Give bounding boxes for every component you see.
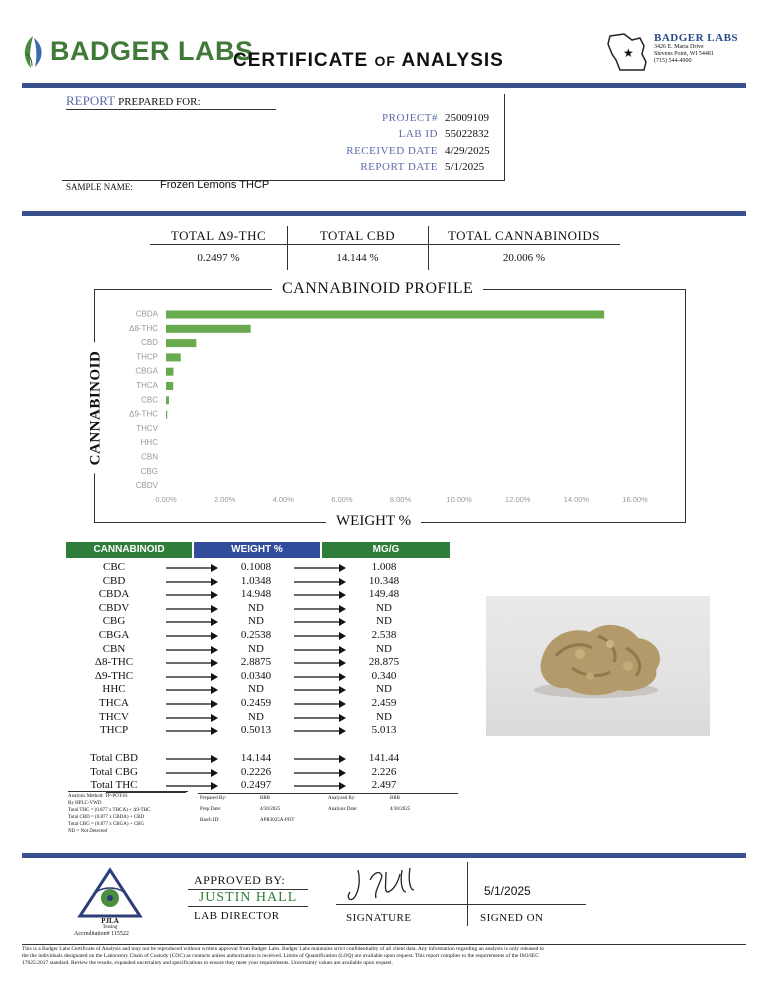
arrow-right-icon	[294, 685, 346, 695]
weight-percent: 0.2459	[240, 697, 272, 709]
footer-disclaimer	[22, 944, 746, 967]
arrow-right-icon	[166, 604, 218, 614]
category-label: CBN	[141, 452, 158, 462]
arrow-right-icon	[294, 726, 346, 736]
weight-percent: ND	[248, 642, 264, 655]
sample-name-label: SAMPLE NAME:	[66, 182, 133, 192]
arrow-right-icon	[294, 713, 346, 723]
arrow-right-icon	[294, 672, 346, 682]
cannabinoid-name: Total CBG	[90, 765, 138, 778]
method-line: Total THC = (0.877 x THCA) + Δ9-THC	[68, 808, 151, 813]
x-tick-label: 10.00%	[446, 495, 472, 504]
cannabinoid-profile-chart	[94, 296, 684, 516]
total-d9thc-value: 0.2497 %	[197, 252, 240, 264]
flower-bud-icon	[486, 596, 710, 736]
chart-xlabel: WEIGHT %	[326, 513, 421, 530]
bar-CBC	[166, 396, 169, 404]
arrow-right-icon	[294, 590, 346, 600]
lab-address	[654, 32, 738, 65]
accreditation-number: Accreditation# 115522	[74, 931, 129, 937]
weight-percent: ND	[248, 683, 264, 696]
category-label: Δ8-THC	[129, 323, 158, 333]
signed-on-date: 5/1/2025	[484, 884, 531, 898]
method-notes	[68, 791, 188, 835]
bar-Δ9-THC	[166, 411, 167, 419]
category-label: THCP	[136, 352, 158, 362]
arrow-right-icon	[166, 713, 218, 723]
arrow-right-icon	[166, 645, 218, 655]
x-tick-label: 6.00%	[331, 495, 353, 504]
category-label: Δ9-THC	[129, 409, 158, 419]
weight-percent: 1.0348	[240, 574, 272, 587]
x-tick-label: 8.00%	[389, 495, 412, 504]
mg-per-g: ND	[376, 615, 392, 628]
pjla-accreditation-icon	[72, 866, 148, 924]
weight-percent: ND	[248, 710, 264, 723]
cannabinoid-name: CBN	[102, 642, 126, 655]
method-line: Total CBD = (0.877 x CBDA) + CBD	[68, 815, 145, 820]
col-header-weight: WEIGHT %	[194, 542, 320, 558]
category-label: THCA	[136, 381, 158, 390]
x-tick-label: 12.00%	[505, 495, 531, 504]
batch-id-label: Batch ID:	[200, 818, 220, 823]
method-line: ND = Not Detected	[68, 829, 108, 834]
summary-hline	[150, 244, 620, 245]
mg-per-g: 5.013	[371, 724, 397, 737]
weight-percent: 2.8875	[240, 656, 272, 669]
weight-percent: 0.1008	[240, 561, 272, 573]
cannabinoid-name: Total CBD	[90, 752, 138, 764]
project-value: 25009109	[445, 112, 489, 124]
weight-percent: 0.2226	[240, 765, 272, 778]
col-header-cannabinoid: CANNABINOID	[66, 542, 192, 558]
address-line: 3426 E. Maria Drive	[654, 44, 704, 50]
arrow-right-icon	[166, 781, 218, 791]
chart-ylabel: CANNABINOID	[88, 343, 105, 474]
sample-photo	[486, 596, 710, 736]
report-date-label: REPORT DATE	[360, 161, 438, 173]
analyzed-by-value: BRB	[390, 796, 401, 801]
disclaimer-line: the the individuals designated on the Laboratory Chain of Custody (COC) as contacts unless authorization is received. Limits of Quantification (LOQ) are available upon request. This report complies to the requirements of the ISO/IEC	[22, 953, 539, 959]
weight-percent: ND	[248, 601, 264, 614]
leaf-logo-icon	[20, 34, 46, 70]
logo	[20, 34, 254, 70]
category-label: CBG	[140, 466, 158, 476]
mg-per-g: 10.348	[368, 574, 400, 587]
report-heading-small: PREPARED FOR:	[118, 96, 201, 108]
pjla-sub: Testing	[102, 925, 118, 930]
weight-percent: 14.144	[240, 752, 272, 764]
prep-date-label: Prep Date:	[200, 807, 222, 812]
header-divider	[22, 83, 746, 88]
table-row	[66, 615, 450, 629]
arrow-right-icon	[166, 726, 218, 736]
category-label: THCV	[136, 423, 158, 433]
table-row	[66, 683, 450, 697]
category-label: CBD	[141, 338, 158, 348]
cannabinoid-name: THCV	[99, 710, 129, 723]
cannabinoid-name: CBC	[102, 561, 125, 573]
analysis-date-value: 4/30/2025	[390, 807, 411, 812]
mg-per-g: ND	[376, 710, 392, 723]
mg-per-g: 141.44	[368, 752, 400, 764]
total-cannabinoids-value: 20.006 %	[502, 252, 546, 264]
arrow-right-icon	[294, 563, 346, 573]
bar-CBGA	[166, 368, 173, 376]
report-heading-big: REPORT	[66, 93, 115, 108]
table-row	[66, 656, 450, 670]
cannabinoid-name: THCP	[99, 724, 129, 737]
prepared-by-value: BRB	[260, 796, 271, 801]
arrow-right-icon	[294, 617, 346, 627]
arrow-right-icon	[294, 768, 346, 778]
batch-id-value: APR3025A-POT	[260, 818, 295, 823]
category-label: CBGA	[135, 366, 158, 376]
table-row	[66, 697, 450, 711]
x-tick-label: 2.00%	[213, 495, 236, 504]
method-line: Analysis Method: TP-POT-01	[68, 794, 129, 799]
totals-row	[66, 766, 450, 780]
table-row	[66, 711, 450, 725]
cannabinoid-name: Total THC	[90, 779, 138, 792]
arrow-right-icon	[294, 781, 346, 791]
table-row	[66, 724, 450, 738]
cannabinoid-name: CBGA	[98, 629, 130, 641]
address-line: (715) 544-4900	[654, 58, 692, 64]
report-heading	[66, 93, 276, 110]
table-row	[66, 561, 450, 575]
col-header-mgg: MG/G	[322, 542, 450, 558]
table-row	[66, 670, 450, 684]
total-cannabinoids-label: TOTAL CANNABINOIDS	[447, 228, 601, 243]
report-date-value: 5/1/2025	[445, 161, 485, 173]
category-label: HHC	[140, 438, 158, 448]
arrow-right-icon	[166, 658, 218, 668]
cannabinoid-name: CBG	[102, 615, 126, 628]
table-row	[66, 588, 450, 602]
mg-per-g: 149.48	[368, 588, 400, 601]
signature-label: SIGNATURE	[346, 912, 412, 924]
bar-THCP	[166, 353, 181, 361]
approver-role: LAB DIRECTOR	[194, 910, 280, 922]
category-label: CBDV	[135, 481, 158, 491]
signed-on-label: SIGNED ON	[480, 912, 544, 924]
total-d9thc-label: TOTAL Δ9-THC	[170, 228, 267, 243]
address-line: Stevens Point, WI 54481	[654, 51, 714, 57]
wisconsin-map-icon	[606, 30, 652, 74]
signature-icon	[340, 862, 430, 906]
arrow-right-icon	[294, 658, 346, 668]
analyzed-by-label: Analyzed By:	[328, 796, 356, 801]
x-tick-label: 14.00%	[563, 495, 590, 504]
pjla-label: PJLA	[101, 917, 119, 925]
signature-line	[336, 904, 586, 905]
table-row	[66, 575, 450, 589]
bar-CBDA	[166, 311, 604, 319]
signature-vline	[467, 862, 468, 926]
weight-percent: 0.5013	[240, 724, 272, 737]
mg-per-g: 2.459	[371, 697, 397, 709]
arrow-right-icon	[166, 699, 218, 709]
cannabinoid-name: CBDA	[98, 588, 130, 601]
arrow-right-icon	[166, 590, 218, 600]
project-label: PROJECT#	[382, 112, 438, 124]
summary-row	[150, 226, 620, 272]
report-divider	[22, 211, 746, 216]
mg-per-g: 2.226	[371, 765, 397, 778]
title-part-3: ANALYSIS	[401, 50, 504, 71]
table-row	[66, 602, 450, 616]
arrow-right-icon	[166, 754, 218, 764]
cannabinoid-name: CBDV	[98, 601, 130, 614]
cannabinoid-name: Δ8-THC	[94, 656, 134, 669]
mg-per-g: 2.497	[371, 779, 397, 792]
mg-per-g: 1.008	[371, 561, 397, 573]
approver-name: JUSTIN HALL	[188, 889, 308, 907]
table-row	[66, 629, 450, 643]
method-line: By HPLC-VWD	[68, 801, 102, 806]
arrow-right-icon	[294, 645, 346, 655]
mg-per-g: ND	[376, 601, 392, 614]
bar-THCA	[166, 382, 173, 390]
category-label: CBC	[141, 395, 158, 405]
title-part-2: OF	[374, 53, 396, 69]
footer-divider	[22, 853, 746, 858]
total-cbd-label: TOTAL CBD	[319, 228, 396, 243]
arrow-right-icon	[166, 631, 218, 641]
cannabinoid-name: THCA	[99, 697, 129, 709]
weight-percent: 0.2538	[240, 629, 272, 641]
prep-info	[198, 793, 458, 794]
mg-per-g: 2.538	[371, 629, 397, 641]
received-date-label: RECEIVED DATE	[346, 145, 438, 157]
total-cbd-value: 14.144 %	[336, 252, 379, 264]
lab-id-value: 55022832	[445, 128, 489, 140]
category-label: CBDA	[135, 309, 158, 319]
disclaimer-line: 17025:2017 standard. Review the results, expanded uncertainty and specifications to ensure they meet your requirements. Uncertainty values are available upon request.	[22, 960, 393, 966]
sample-name-value: Frozen Lemons THCP	[160, 179, 270, 191]
mg-per-g: 28.875	[368, 656, 400, 669]
arrow-right-icon	[166, 563, 218, 573]
prep-date-value: 4/30/2025	[260, 807, 281, 812]
mg-per-g: ND	[376, 683, 392, 696]
cannabinoid-name: CBD	[102, 574, 126, 587]
svg-text:★: ★	[623, 46, 634, 60]
mg-per-g: 0.340	[371, 669, 397, 682]
address-name: BADGER LABS	[654, 32, 739, 44]
chart-title: CANNABINOID PROFILE	[272, 280, 483, 298]
cannabinoid-name: HHC	[102, 683, 126, 696]
prepared-by-label: Prepared By:	[200, 796, 227, 801]
lab-id-label: LAB ID	[398, 128, 438, 140]
arrow-right-icon	[294, 604, 346, 614]
arrow-right-icon	[166, 685, 218, 695]
x-tick-label: 0.00%	[155, 495, 177, 504]
bar-Δ8-THC	[166, 325, 251, 333]
method-line: Total CBG = (0.877 x CBGA) + CBG	[68, 822, 145, 827]
totals-row	[66, 752, 450, 766]
bar-CBD	[166, 339, 196, 347]
analysis-date-label: Analysis Date:	[328, 807, 358, 812]
mg-per-g: ND	[376, 642, 392, 655]
title-part-1: CERTIFICATE	[233, 50, 369, 71]
weight-percent: 14.948	[240, 588, 272, 601]
logo-text: BADGER LABS	[50, 36, 254, 66]
arrow-right-icon	[166, 617, 218, 627]
arrow-right-icon	[166, 768, 218, 778]
arrow-right-icon	[294, 754, 346, 764]
x-tick-label: 4.00%	[272, 495, 294, 504]
cannabinoid-name: Δ9-THC	[94, 669, 134, 682]
disclaimer-line: This is a Badger Labs Certificate of Analysis and may not be reproduced without written approval from Badger Labs. Badger Labs maintains strict confidentiality of all client data. Any information regarding an analysis is only released to	[22, 946, 545, 952]
x-tick-label: 16.00%	[622, 495, 648, 504]
received-date-value: 4/29/2025	[445, 145, 490, 157]
arrow-right-icon	[294, 631, 346, 641]
arrow-right-icon	[166, 672, 218, 682]
arrow-right-icon	[166, 577, 218, 587]
arrow-right-icon	[294, 699, 346, 709]
approved-by-label: APPROVED BY:	[194, 873, 286, 887]
weight-percent: ND	[248, 615, 264, 628]
weight-percent: 0.2497	[240, 779, 272, 792]
document-title	[233, 50, 504, 72]
table-row	[66, 643, 450, 657]
arrow-right-icon	[294, 577, 346, 587]
weight-percent: 0.0340	[240, 669, 272, 682]
